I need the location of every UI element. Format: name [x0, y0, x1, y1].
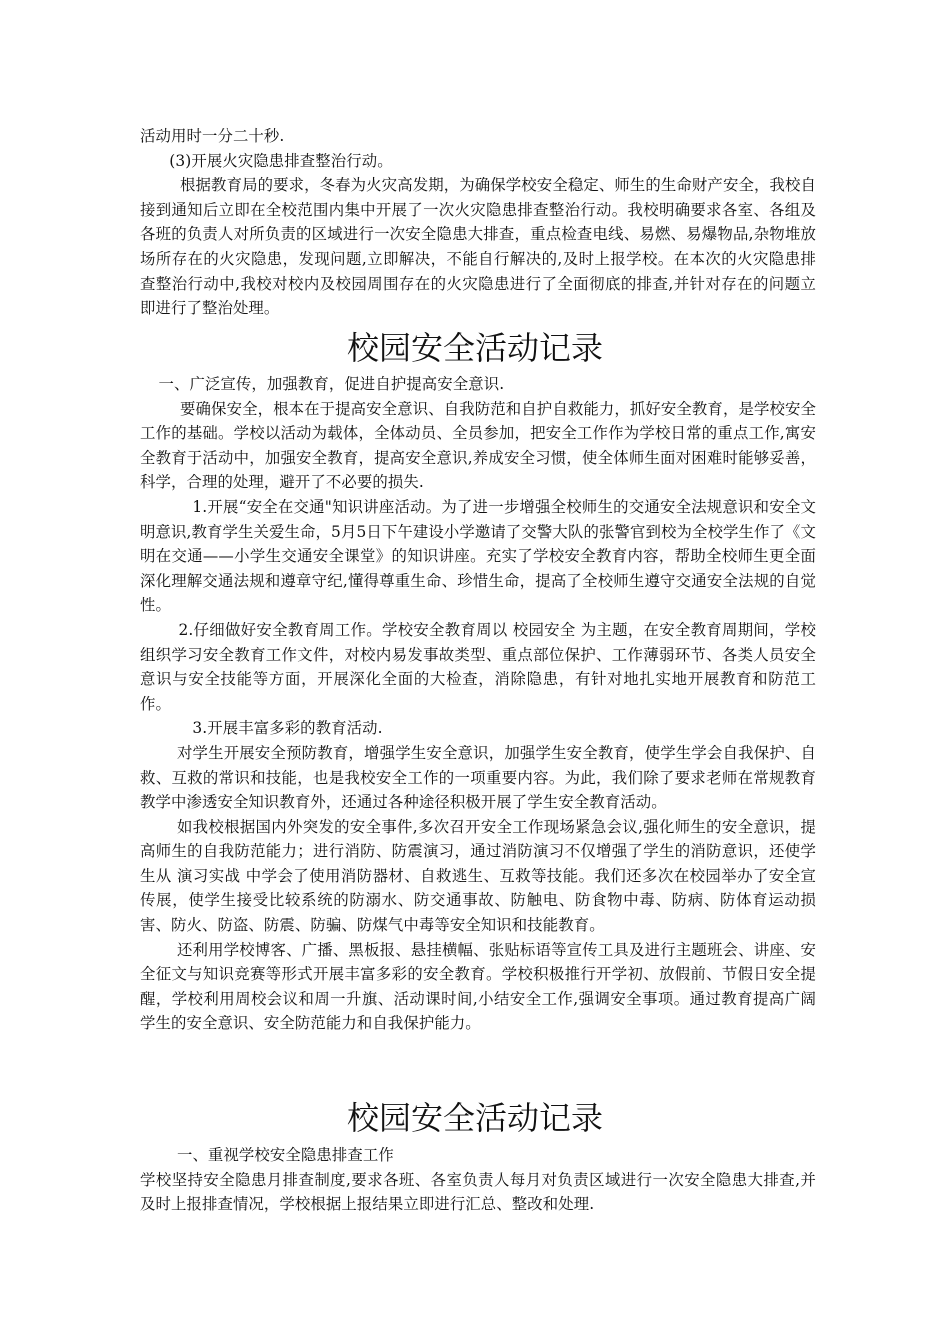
subheading: (3)开展火灾隐患排查整治行动。: [169, 151, 393, 170]
subheading: 3.开展丰富多彩的教育活动.: [192, 719, 383, 738]
section-fire-inspection: [140, 124, 816, 321]
paragraph: 活动用时一分二十秒.: [140, 127, 285, 145]
paragraph: 还利用学校博客、广播、黑板报、悬挂横幅、张贴标语等宣传工具及进行主题班会、讲座、安全征文与知识竞赛等形式开展丰富多彩的安全教育。学校积极推行开学初、放假前、节假日安全提醒，学校利用周校会议和周一升旗、活动课时间,小结安全工作,强调安全事项。通过教育提高广阔学生的安全意识、安全防范能力和自我保护能力。: [140, 940, 816, 1033]
paragraph: 要确保安全，根本在于提高安全意识、自我防范和自护自救能力，抓好安全教育，是学校安全工作的基础。学校以活动为载体，全体动员、全员参加，把安全工作作为学校日常的重点工作,寓安全教育于活动中，加强安全教育，提高安全意识,养成安全习惯，使全体师生面对困难时能够妥善，科学，合理的处理，避开了不必要的损失.: [140, 399, 816, 492]
paragraph: 1.开展“安全在交通"知识讲座活动。为了进一步增强全校师生的交通安全法规意识和安全文明意识,教育学生关爱生命，5月5日下午建设小学邀请了交警大队的张警官到校为全校学生作了《文明在交通——小学生交通安全课堂》的知识讲座。充实了学校安全教育内容，帮助全校师生更全面深化理解交通法规和遵章守纪,懂得尊重生命、珍惜生命，提高了全校师生遵守交通安全法规的自觉性。: [140, 497, 816, 615]
section-title: 校园安全活动记录: [346, 329, 603, 367]
paragraph: 如我校根据国内外突发的安全事件,多次召开安全工作现场紧急会议,强化师生的安全意识，提高师生的自我防范能力；进行消防、防震演习，通过消防演习不仅增强了学生的消防意识，还使学生从 演习实战 中学会了使用消防器材、自救逃生、互救等技能。我们还多次在校园举办了安全宣传展，使学生接受比较系统的防溺水、防交通事故、防触电、防食物中毒、防病、防体育运动损害、防火、防盗、防震、防骗、防煤气中毒等安全知识和技能教育。: [140, 817, 816, 935]
paragraph: 根据教育局的要求，冬春为火灾高发期，为确保学校安全稳定、师生的生命财产安全，我校自接到通知后立即在全校范围内集中开展了一次火灾隐患排查整治行动。我校明确要求各室、各组及各班的负责人对所负责的区域进行一次安全隐患大排查，重点检查电线、易燃、易爆物品,杂物堆放场所存在的火灾隐患，发现问题,立即解决，不能自行解决的,及时上报学校。在本次的火灾隐患排查整治行动中,我校对校内及校园周围存在的火灾隐患进行了全面彻底的排查,并针对存在的问题立即进行了整治处理。: [140, 176, 816, 318]
paragraph: 学校坚持安全隐患月排查制度,要求各班、各室负责人每月对负责区域进行一次安全隐患大排查,并及时上报排查情况，学校根据上报结果立即进行汇总、整改和处理.: [140, 1170, 816, 1214]
section-safety-education: [140, 372, 816, 1036]
section-hazard-inspection: [140, 1143, 816, 1217]
subheading: 一、广泛宣传，加强教育，促进自护提高安全意识.: [158, 375, 505, 393]
section-title: 校园安全活动记录: [346, 1099, 603, 1137]
paragraph: 2.仔细做好安全教育周工作。学校安全教育周以 校园安全 为主题，在安全教育周期间，学校组织学习安全教育工作文件，对校内易发事故类型、重点部位保护、工作薄弱环节、各类人员安全意识与安全技能等方面，开展深化全面的大检查，消除隐患，有针对地扎实地开展教育和防范工作。: [140, 620, 816, 713]
paragraph: 对学生开展安全预防教育，增强学生安全意识，加强学生安全教育，使学生学会自我保护、自救、互救的常识和技能，也是我校安全工作的一项重要内容。为此，我们除了要求老师在常规教育教学中渗透安全知识教育外，还通过各种途径积极开展了学生安全教育活动。: [140, 743, 816, 812]
subheading: 一、重视学校安全隐患排查工作: [176, 1146, 394, 1164]
